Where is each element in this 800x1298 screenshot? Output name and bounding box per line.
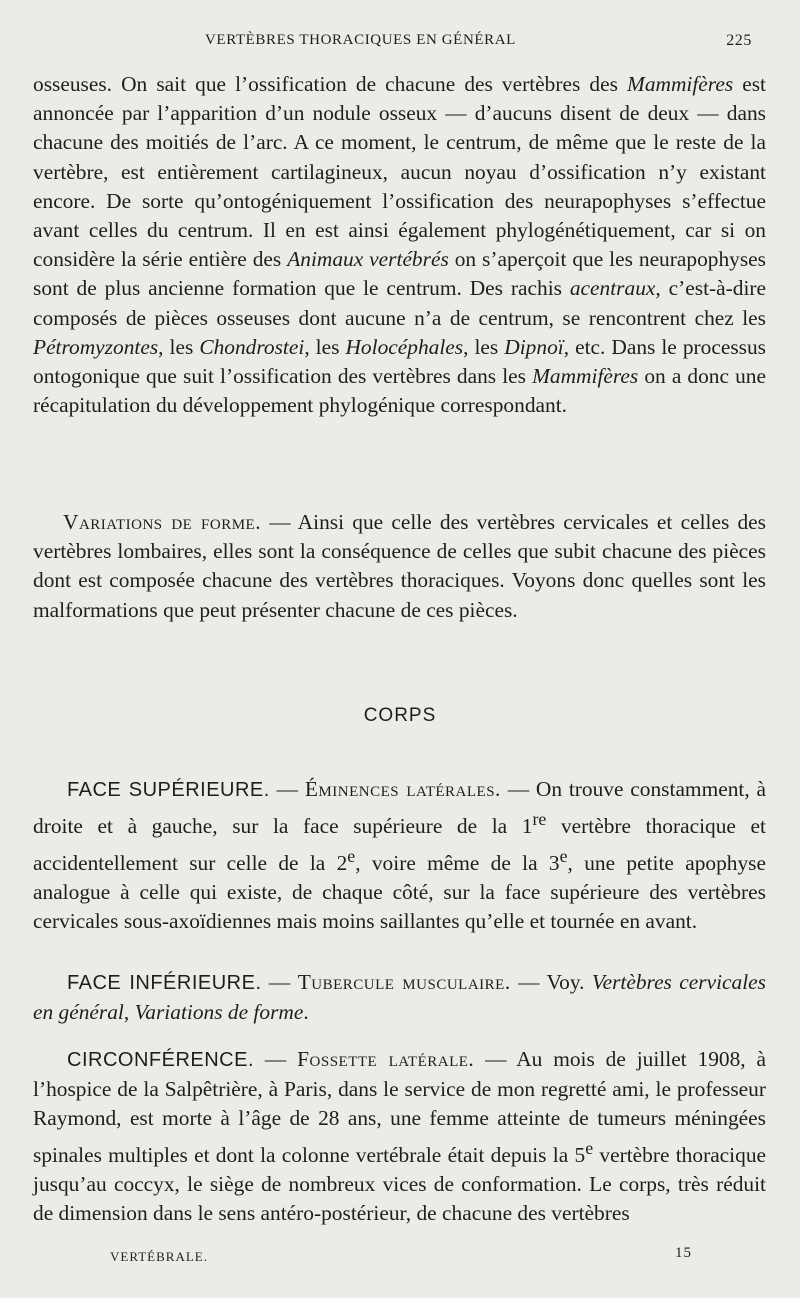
subsection-subheading: Éminences latérales. bbox=[304, 777, 501, 801]
ordinal-suffix: e bbox=[559, 845, 568, 866]
italic-term: Dipnoï bbox=[504, 334, 564, 359]
italic-term: Mammifères bbox=[627, 72, 734, 96]
ordinal-number: 5 bbox=[574, 1142, 586, 1167]
text-run: , les bbox=[304, 334, 346, 359]
page-footer bbox=[0, 1245, 800, 1269]
paragraph-face-inferieure bbox=[33, 968, 766, 1027]
text-run: — bbox=[261, 970, 298, 994]
text-run: — On trouve constamment, à droite et à gauche, sur la face supérieure de la bbox=[33, 777, 766, 839]
text-run: — bbox=[269, 777, 305, 801]
subsection-heading: FACE INFÉRIEURE. bbox=[67, 972, 262, 994]
subsection-heading: FACE SUPÉRIEURE. bbox=[67, 779, 270, 801]
subsection-heading: CIRCONFÉRENCE. bbox=[67, 1049, 255, 1071]
text-run: , voire même de la bbox=[355, 850, 549, 875]
text-run: — Ainsi que celle des vertèbres cervicales et celles des vertèbres lombaires, elles sont la conséquence de celles que subit chacune des pièces dont est composée chacune des vertèbres thoraciques. Voyons donc quelles sont les malformations que peut présenter chacune de ces pièces. bbox=[33, 510, 766, 622]
text-run: , bbox=[123, 1000, 135, 1025]
text-run: — Au mois de juillet 1908, à l’hospice de la Salpêtrière, à Paris, dans le service de mon regretté ami, le professeur Raymond, est morte à l’âge de 28 ans, une femme atteinte de tumeurs méningées spinales multiples et dont la colonne vertébrale était depuis la bbox=[33, 1047, 766, 1167]
section-title: CORPS bbox=[363, 705, 437, 726]
italic-term: Holocéphales bbox=[345, 334, 464, 359]
sheet-number: 15 bbox=[675, 1245, 692, 1261]
italic-term: Pétromyzontes bbox=[33, 334, 159, 359]
italic-term: acentraux bbox=[569, 276, 656, 301]
text-run: , les bbox=[158, 334, 200, 359]
ordinal-suffix: e bbox=[585, 1137, 594, 1158]
paragraph-variations bbox=[33, 508, 766, 625]
italic-term: Chondrostei bbox=[199, 334, 305, 359]
text-run: — Voy. bbox=[510, 970, 592, 994]
running-head bbox=[0, 30, 800, 56]
italic-term: Mammifères bbox=[532, 364, 639, 389]
text-run: , c’est-à-dire composés de pièces osseuses dont aucune n’a de centrum, se rencontrent chez les bbox=[33, 276, 767, 330]
cross-reference: Variations de forme bbox=[134, 1000, 304, 1025]
paragraph-circonference bbox=[33, 1045, 766, 1228]
text-run: on s’aperçoit que les neurapophyses sont de plus ancienne formation que le centrum. Des rachis bbox=[33, 247, 766, 301]
subsection-subheading: Tubercule musculaire. bbox=[297, 970, 511, 994]
ordinal-number: 2 bbox=[336, 850, 348, 875]
paragraph-ossification bbox=[33, 70, 766, 420]
signature-mark: VERTÉBRALE. bbox=[110, 1249, 208, 1264]
text-run: vertèbre thoracique et accidentellement sur celle de la bbox=[33, 814, 766, 875]
cross-reference: Vertèbres cervicales en général bbox=[33, 970, 766, 1025]
italic-term: Animaux vertébrés bbox=[287, 247, 449, 272]
ordinal-suffix: re bbox=[532, 809, 547, 830]
text-run: — bbox=[254, 1047, 298, 1071]
text-run: , une petite apophyse analogue à celle qui existe, de chaque côté, sur la face supérieure des vertèbres cervicales sous-axoïdiennes mais moins saillantes qu’elle et tournée en avant. bbox=[33, 850, 766, 934]
text-run: , etc. Dans le processus ontogonique que suit l’ossification des vertèbres dans les bbox=[33, 334, 767, 389]
subsection-subheading: Fossette latérale. bbox=[297, 1047, 475, 1071]
text-run: , les bbox=[463, 334, 505, 359]
text-run: osseuses. On sait que l’ossification de chacune des vertèbres des bbox=[33, 72, 627, 96]
ordinal-suffix: e bbox=[347, 845, 356, 866]
ordinal-number: 1 bbox=[521, 814, 533, 839]
running-head-title: VERTÈBRES THORACIQUES EN GÉNÉRAL bbox=[205, 32, 516, 48]
text-run: on a donc une récapitulation du développement phylogénique correspondant. bbox=[33, 364, 766, 418]
ordinal-number: 3 bbox=[548, 850, 560, 875]
paragraph-face-superieure bbox=[33, 775, 766, 936]
text-run: . bbox=[303, 1000, 309, 1025]
page-number: 225 bbox=[726, 32, 752, 49]
paragraph-lead: Variations de forme. bbox=[63, 510, 262, 534]
text-run: vertèbre thoracique jusqu’au coccyx, le siège de nombreux vices de conformation. Le corps, très réduit de dimension dans le sens antéro-postérieur, de chacune des vertèbres bbox=[33, 1142, 767, 1226]
text-run: est annoncée par l’apparition d’un nodule osseux — d’aucuns disent de deux — dans chacune des moitiés de l’arc. A ce moment, le centrum, de même que le reste de la vertèbre, est entièrement cartilagineux, aucun noyau d’ossification n’y existant encore. De sorte qu’ontogéniquement l’ossification des neurapophyses s’effectue avant celles du centrum. Il en est ainsi également phylogénétiquement, car si on considère la série entière des bbox=[33, 72, 766, 272]
